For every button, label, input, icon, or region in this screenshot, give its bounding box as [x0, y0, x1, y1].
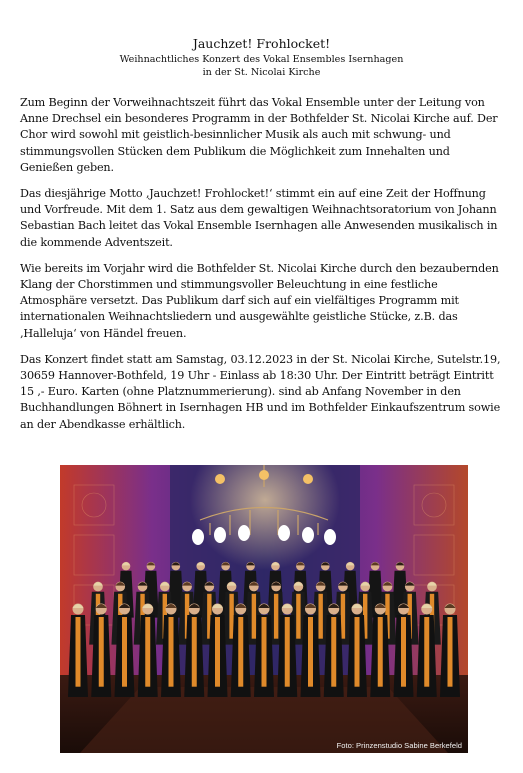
photo-credit: Foto: Prinzenstudio Sabine Berkefeld [336, 741, 462, 750]
article-body [20, 95, 506, 443]
choir-photo [60, 465, 468, 753]
subtitle-line-1: Weihnachtliches Konzert des Vokal Ensembles Isernhagen [119, 54, 404, 65]
subtitle [0, 53, 523, 79]
page-title: Jauchzet! Frohlocket! [192, 36, 331, 51]
paragraph-intro: Zum Beginn der Vorweihnachtszeit führt das Vokal Ensemble unter der Leitung von Anne Drechsel ein besonderes Programm in der Bothfelder St. Nicolai Kirche auf. Der Chor wird sowohl mit geistlich-besinnlicher Musik als auch mit schwung- und stimmungsvollen Stücken dem Publikum die Möglichkeit zum Innehalten und Genießen geben. [20, 96, 498, 174]
subtitle-line-2: in der St. Nicolai Kirche [202, 67, 321, 78]
paragraph-motto: Das diesjährige Motto ‚Jauchzet! Frohlocket!‘ stimmt ein auf eine Zeit der Hoffnung und Vorfreude. Mit dem 1. Satz aus dem gewaltigen Weihnachtsoratorium von Johann Sebastian Bach leitet das Vokal Ensemble Isernhagen alle Anwesenden musikalisch in die kommende Adventszeit. [20, 187, 498, 249]
paragraph-atmosphere: Wie bereits im Vorjahr wird die Bothfelder St. Nicolai Kirche durch den bezaubernden Klang der Chorstimmen und stimmungsvoller Beleuchtung in eine festliche Atmosphäre versetzt. Das Publikum darf sich auf ein vielfältiges Programm mit internationalen Weihnachtsliedern und ausgewählte geistliche Stücke, z.B. das ‚Halleluja‘ von Händel freuen. [20, 261, 499, 340]
choir-photo-illustration [60, 465, 468, 753]
paragraph-details: Das Konzert findet statt am Samstag, 03.12.2023 in der St. Nicolai Kirche, Sutelstr.19, 30659 Hannover-Bothfeld, 19 Uhr - Einlass ab 18:30 Uhr. Der Eintritt beträgt Eintritt 15 ,- Euro. Karten (ohne Platznummerierung). sind ab Anfang November in den Buchhandlungen Böhnert in Isernhagen HB und im Bothfelder Einkaufszentrum sowie an der Abendkasse erhältlich. [20, 352, 501, 431]
